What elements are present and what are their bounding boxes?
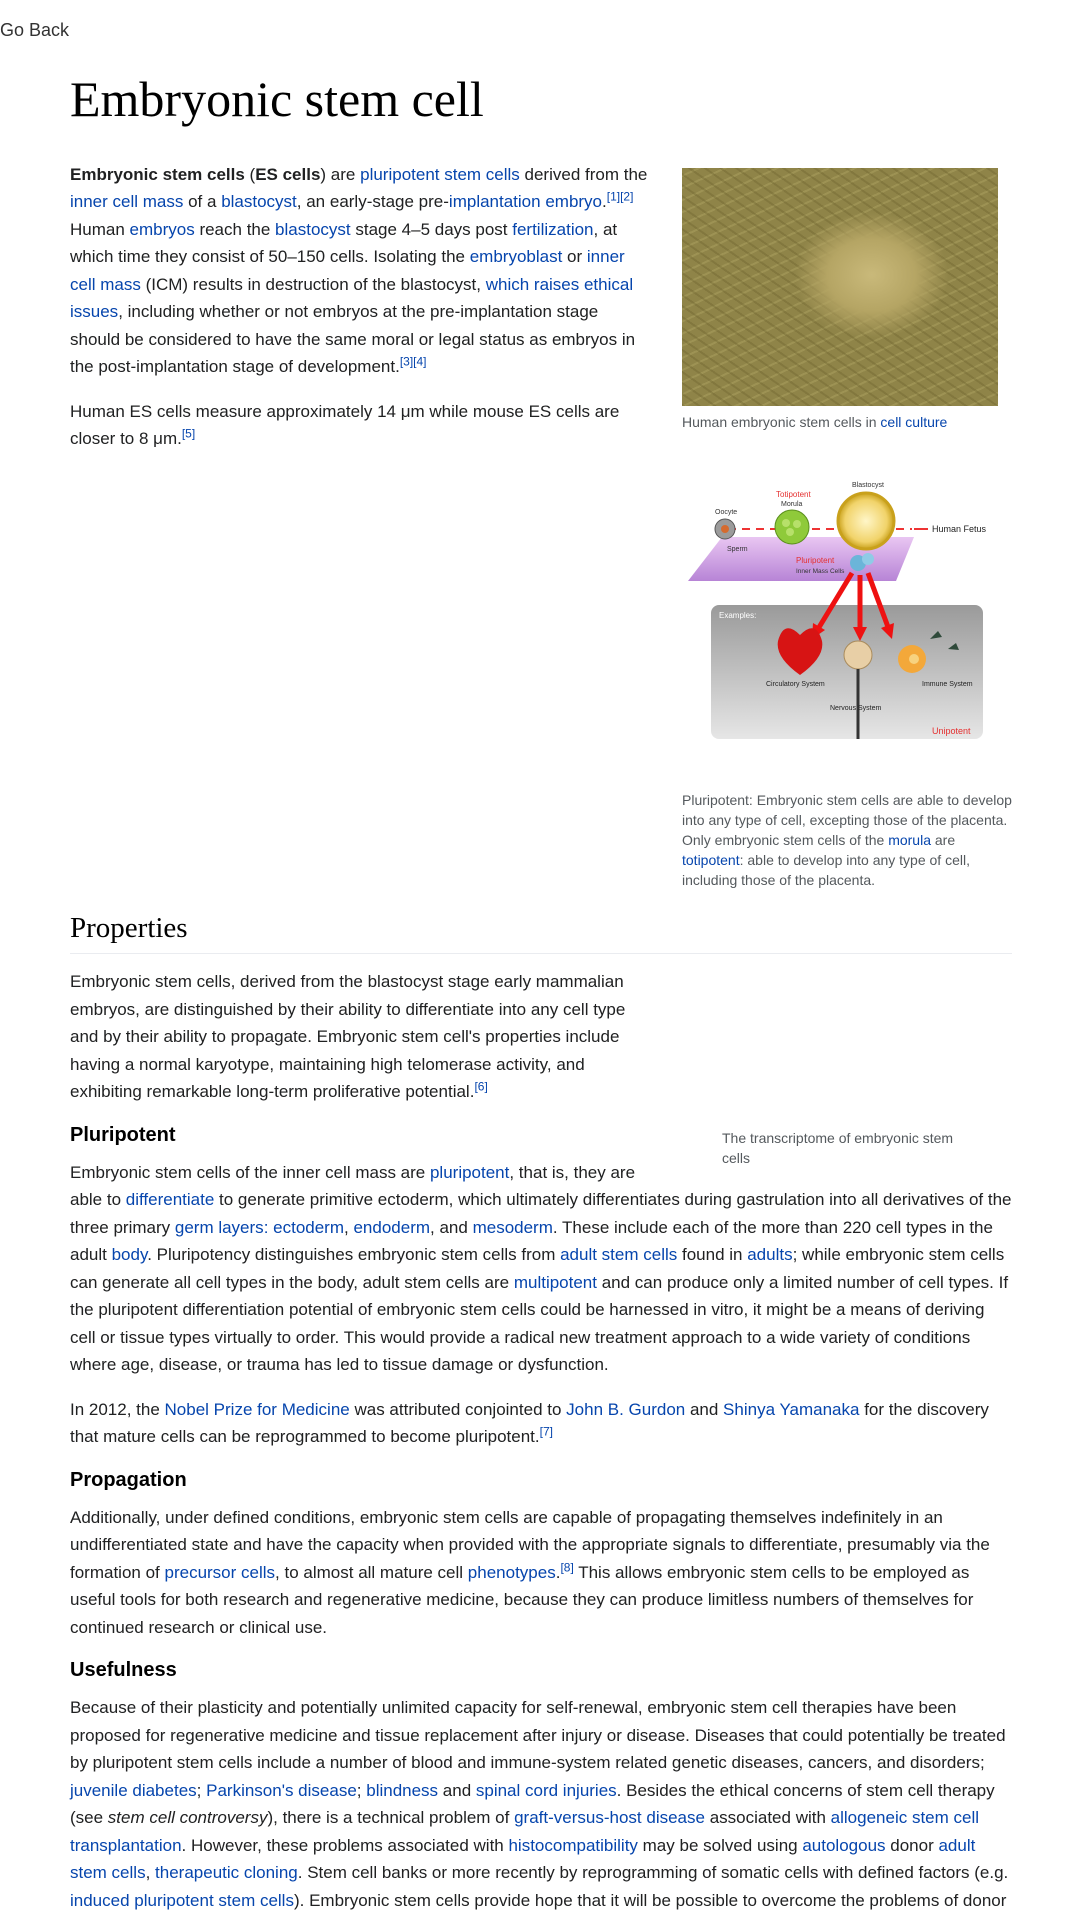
- label-blastocyst: Blastocyst: [852, 481, 884, 489]
- link-spinal-cord-injuries[interactable]: spinal cord injuries: [475, 1780, 617, 1800]
- figure-caption: The transcriptome of embryonic stem cells: [722, 1130, 954, 1167]
- link-shinya-yamanaka[interactable]: Shinya Yamanaka: [723, 1399, 860, 1419]
- section-heading-pluripotent: Pluripotent: [70, 1123, 176, 1146]
- link-phenotypes[interactable]: phenotypes: [467, 1562, 556, 1582]
- link-embryoblast[interactable]: embryoblast: [469, 247, 563, 266]
- citation-1[interactable]: [1]: [606, 189, 621, 204]
- intro-paragraph: Embryonic stem cells (ES cells) are pluripotent stem cells derived from the inner cell mass of a blastocyst, an early-stage pre-implantation embryo.[1][2] Human embryos reach the blastocyst stage 4–5 days post fertilization, at which time they consist of 50–150 cells. Isolating the embryoblast or inner cell mass (ICM) results in destruction of the blastocyst, which raises ethical issues, including whether or not embryos at the pre-implantation stage should be considered to have the same moral or legal status as embryos in the post-implantation stage of development.[3][4]: [70, 164, 648, 376]
- link-adult-stem-cells[interactable]: adult stem cells: [70, 1835, 976, 1883]
- link-graft-versus-host-disease[interactable]: graft-versus-host disease: [514, 1808, 705, 1828]
- link-totipotent[interactable]: totipotent: [682, 851, 740, 868]
- link-morula[interactable]: morula: [888, 831, 931, 848]
- label-circulatory-system: Circulatory System: [766, 680, 825, 688]
- properties-paragraph: Embryonic stem cells, derived from the blastocyst stage early mammalian embryos, are distinguished by their ability to differentiate into any cell type and by their ability to propagate. Embryonic stem cell's properties include having a normal karyotype, maintaining high telomerase activity, and exhibiting remarkable long-term proliferative potential.[6]: [70, 972, 626, 1102]
- link-induced-pluripotent-stem-cells[interactable]: induced pluripotent stem cells: [70, 1890, 294, 1910]
- citation-6[interactable]: [6]: [474, 1079, 488, 1094]
- figure-transcriptome: [722, 1128, 972, 1168]
- label-sperm: Sperm: [727, 545, 748, 553]
- link-autologous[interactable]: autologous: [802, 1835, 886, 1855]
- link-blastocyst[interactable]: blastocyst: [275, 219, 351, 239]
- link-endoderm[interactable]: endoderm: [353, 1217, 431, 1237]
- label-unipotent: Unipotent: [932, 725, 971, 736]
- citation-3[interactable]: [3]: [399, 354, 414, 369]
- link-adults[interactable]: adults: [747, 1245, 793, 1265]
- label-human-fetus: Human Fetus: [932, 523, 987, 534]
- link-adult-stem-cells[interactable]: adult stem cells: [560, 1245, 678, 1265]
- nobel-paragraph: In 2012, the Nobel Prize for Medicine was attributed conjointed to John B. Gurdon and Shinya Yamanaka for the discovery that mature cells can be reprogrammed to become pluripotent.[7]: [70, 1399, 989, 1447]
- link-precursor-cells[interactable]: precursor cells: [164, 1562, 276, 1582]
- usefulness-paragraph: Because of their plasticity and potentially unlimited capacity for self-renewal, embryonic stem cell therapies have been proposed for regenerative medicine and tissue replacement after injury or disease. Diseases that could potentially be treated by pluripotent stem cells include a number of blood and immune-system related genetic diseases, cancers, and disorders; juvenile diabetes; Parkinson's disease; blindness and spinal cord injuries. Besides the ethical concerns of stem cell therapy (see stem cell controversy), there is a technical problem of graft-versus-host disease associated with allogeneic stem cell transplantation. However, these problems associated with histocompatibility may be solved using autologous donor adult stem cells, therapeutic cloning. Stem cell banks or more recently by reprogramming of somatic cells with defined factors (e.g. induced pluripotent stem cells). Embryonic stem cells provide hope that it will be possible to overcome the problems of donor: [70, 1698, 1009, 1910]
- citation-7[interactable]: [7]: [539, 1424, 553, 1439]
- article-content: [70, 60, 1012, 1931]
- link-allogeneic-transplantation[interactable]: allogeneic stem cell transplantation: [70, 1808, 980, 1855]
- citation-5[interactable]: [5]: [181, 426, 196, 441]
- link-therapeutic-cloning[interactable]: therapeutic cloning: [155, 1863, 298, 1883]
- pluripotency-diagram-image[interactable]: [682, 479, 998, 769]
- link-multipotent[interactable]: multipotent: [513, 1272, 597, 1292]
- label-nervous-system: Nervous System: [830, 704, 882, 712]
- link-ethical-issues[interactable]: which raises ethical issues: [70, 274, 634, 321]
- label-morula: Morula: [781, 500, 803, 508]
- label-immune-system: Immune System: [922, 680, 973, 688]
- link-mesoderm[interactable]: mesoderm: [472, 1217, 553, 1237]
- link-blindness[interactable]: blindness: [366, 1780, 439, 1800]
- propagation-paragraph: Additionally, under defined conditions, embryonic stem cells are capable of propagating themselves indefinitely in an undifferentiated state and have the capacity when provided with the appropriate signals to differentiate, presumably via the formation of precursor cells, to almost all mature cell phenotypes.[8] This allows embryonic stem cells to be employed as useful tools for both research and regenerative medicine, because they can produce limitless numbers of themselves for continued research or clinical use.: [70, 1507, 990, 1637]
- label-oocyte: Oocyte: [715, 508, 738, 516]
- citation-8[interactable]: [8]: [560, 1560, 574, 1575]
- link-implantation[interactable]: implantation: [448, 192, 541, 211]
- figure-caption: Pluripotent: Embryonic stem cells are able to develop into any type of cell, excepting those of the placenta. Only embryonic stem cells of the morula are totipotent: able to develop into any type of cell, including those of the placenta.: [682, 791, 1012, 888]
- label-pluripotent: Pluripotent: [796, 555, 835, 565]
- link-body[interactable]: body: [111, 1245, 148, 1265]
- page-title: Embryonic stem cell: [70, 71, 484, 127]
- stem-cell-culture-image[interactable]: [682, 168, 998, 406]
- link-embryo[interactable]: embryo: [545, 192, 603, 211]
- link-germ-layers[interactable]: germ layers: [174, 1217, 264, 1237]
- link-juvenile-diabetes[interactable]: juvenile diabetes: [70, 1780, 197, 1800]
- link-inner-cell-mass[interactable]: inner cell mass: [70, 247, 625, 294]
- link-cell-culture[interactable]: cell culture: [880, 413, 948, 430]
- figure-pluripotency-diagram: [682, 459, 1012, 890]
- label-totipotent: Totipotent: [776, 489, 811, 499]
- section-heading-propagation: Propagation: [70, 1468, 187, 1491]
- link-blastocyst[interactable]: blastocyst: [221, 192, 297, 211]
- section-heading-properties: Properties: [70, 910, 1012, 955]
- link-germ-layers-colon[interactable]: :: [263, 1217, 274, 1237]
- citation-2[interactable]: [2]: [620, 189, 634, 204]
- link-histocompatibility[interactable]: histocompatibility: [508, 1835, 638, 1855]
- pluripotent-paragraph: Embryonic stem cells of the inner cell mass are pluripotent, that is, they are able to differentiate to generate primitive ectoderm, which ultimately differentiates during gastrulation into all derivatives of the three primary germ layers: ectoderm, endoderm, and mesoderm. These include each of the more than 220 cell types in the adult body. Pluripotency distinguishes embryonic stem cells from adult stem cells found in adults; while embryonic stem cells can generate all cell types in the body, adult stem cells are multipotent and can produce only a limited number of cell types. If the pluripotent differentiation potential of embryonic stem cells could be harnessed in vitro, it might be a means of deriving cell or tissue types virtually to order. This would provide a radical new treatment approach to a wide variety of conditions where age, disease, or trauma has led to tissue damage or dysfunction.: [70, 1162, 1012, 1375]
- link-inner-cell-mass[interactable]: inner cell mass: [70, 192, 184, 211]
- link-pluripotent-stem-cells[interactable]: pluripotent stem cells: [360, 164, 520, 184]
- link-nobel-prize[interactable]: Nobel Prize for Medicine: [164, 1399, 350, 1419]
- link-embryos[interactable]: embryos: [129, 219, 195, 239]
- label-inner-mass: Inner Mass Cells: [796, 567, 845, 575]
- figure-caption: Human embryonic stem cells in cell culture: [682, 413, 948, 430]
- go-back-link[interactable]: Go Back: [0, 20, 70, 40]
- label-examples: Examples:: [719, 610, 757, 620]
- section-heading-usefulness: Usefulness: [70, 1659, 177, 1682]
- link-fertilization[interactable]: fertilization: [512, 219, 594, 239]
- link-parkinsons-disease[interactable]: Parkinson's disease: [206, 1780, 357, 1800]
- link-ectoderm[interactable]: ectoderm: [273, 1217, 345, 1237]
- link-differentiate[interactable]: differentiate: [125, 1190, 215, 1210]
- citation-4[interactable]: [4]: [413, 354, 427, 369]
- link-pluripotent[interactable]: pluripotent: [429, 1162, 510, 1182]
- link-john-gurdon[interactable]: John B. Gurdon: [566, 1399, 686, 1419]
- size-paragraph: Human ES cells measure approximately 14 μm while mouse ES cells are closer to 8 μm.[5]: [70, 401, 620, 448]
- figure-cell-culture: [682, 168, 1012, 432]
